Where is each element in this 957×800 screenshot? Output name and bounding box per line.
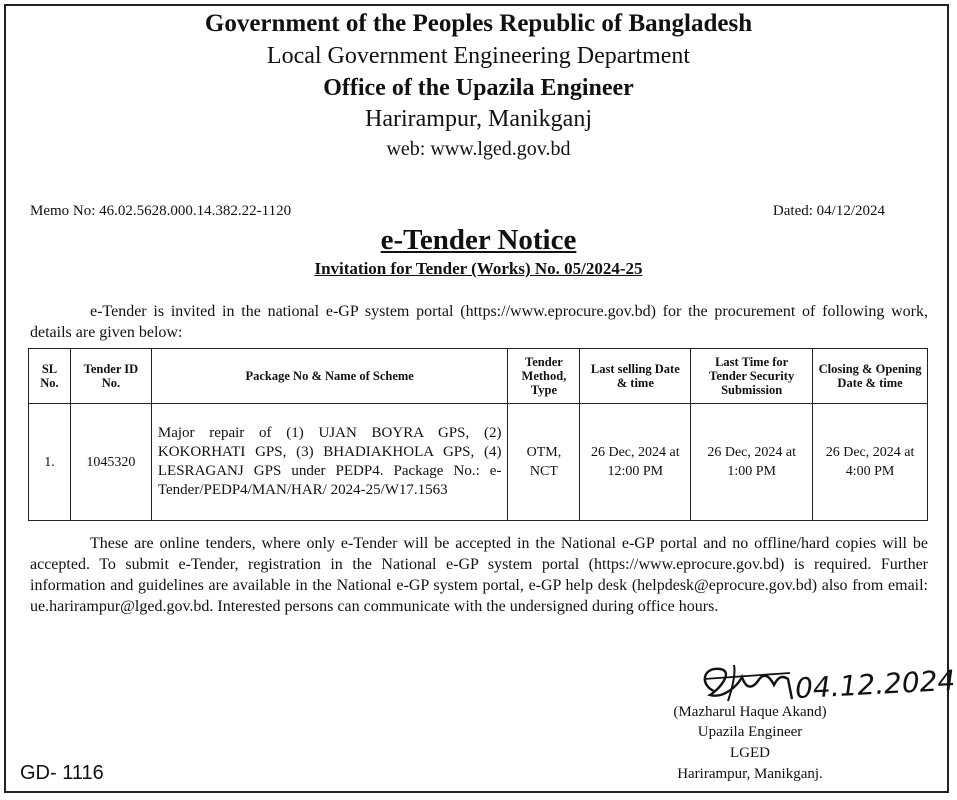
intro-paragraph: e-Tender is invited in the national e-GP system portal (https://www.eprocure.gov.bd) for the procurement of following work, details are given below:	[30, 303, 928, 341]
col-header-sl: SL No.	[29, 349, 71, 404]
col-header-security: Last Time for Tender Security Submission	[691, 349, 813, 404]
office-heading: Office of the Upazila Engineer	[323, 75, 634, 101]
notice-title-text: e-Tender Notice	[380, 224, 577, 256]
terms-paragraph: These are online tenders, where only e-Tender will be accepted in the National e-GP portal and no offline/hard copies will be accepted. To submit e-Tender, registration in the National e-GP system portal (https://www.eprocure.gov.bd) is required. Further information and guidelines are available in the National e-GP system portal, e-GP help desk (helpdesk@eprocure.gov.bd) also from email: ue.harirampur@lged.gov.bd. Interested persons can communicate with the undersigned during office hours.	[30, 535, 928, 615]
cell-last-selling: 26 Dec, 2024 at 12:00 PM	[580, 404, 691, 521]
government-heading: Government of the Peoples Republic of Bangladesh	[204, 10, 753, 37]
website-line: web: www.lged.gov.bd	[386, 138, 571, 160]
memo-number: Memo No: 46.02.5628.000.14.382.22-1120	[30, 203, 292, 219]
col-header-last-selling: Last selling Date & time	[580, 349, 691, 404]
table-row	[29, 404, 928, 521]
col-header-closing: Closing & Opening Date & time	[813, 349, 928, 404]
signatory-place: Harirampur, Manikganj.	[677, 766, 823, 782]
col-header-method: Tender Method, Type	[508, 349, 580, 404]
cell-tender-id: 1045320	[70, 404, 151, 521]
table-header-row	[29, 349, 928, 404]
signatory-org: LGED	[730, 745, 770, 761]
location-heading: Harirampur, Manikganj	[365, 106, 592, 132]
signatory-name: (Mazharul Haque Akand)	[673, 704, 827, 720]
notice-title	[0, 224, 957, 257]
cell-sl: 1.	[29, 404, 71, 521]
cell-closing: 26 Dec, 2024 at 4:00 PM	[813, 404, 928, 521]
cell-security: 26 Dec, 2024 at 1:00 PM	[691, 404, 813, 521]
col-header-package: Package No & Name of Scheme	[151, 349, 508, 404]
memo-date: Dated: 04/12/2024	[772, 203, 885, 219]
tender-table	[28, 348, 928, 521]
cell-package: Major repair of (1) UJAN BOYRA GPS, (2) KOKORHATI GPS, (3) BHADIAKHOLA GPS, (4) LESRAGANJ GPS under PEDP4. Package No.: e-Tender/PEDP4/MAN/HAR/ 2024-25/W17.1563	[151, 404, 508, 521]
gd-number: GD- 1116	[20, 762, 104, 784]
notice-subtitle	[0, 259, 957, 279]
department-heading: Local Government Engineering Department	[266, 43, 691, 69]
notice-subtitle-text: Invitation for Tender (Works) No. 05/2024-25	[314, 259, 643, 278]
signature-date: 04.12.2024	[794, 663, 957, 706]
cell-method: OTM, NCT	[508, 404, 580, 521]
col-header-tender-id: Tender ID No.	[70, 349, 151, 404]
signatory-designation: Upazila Engineer	[697, 724, 803, 740]
